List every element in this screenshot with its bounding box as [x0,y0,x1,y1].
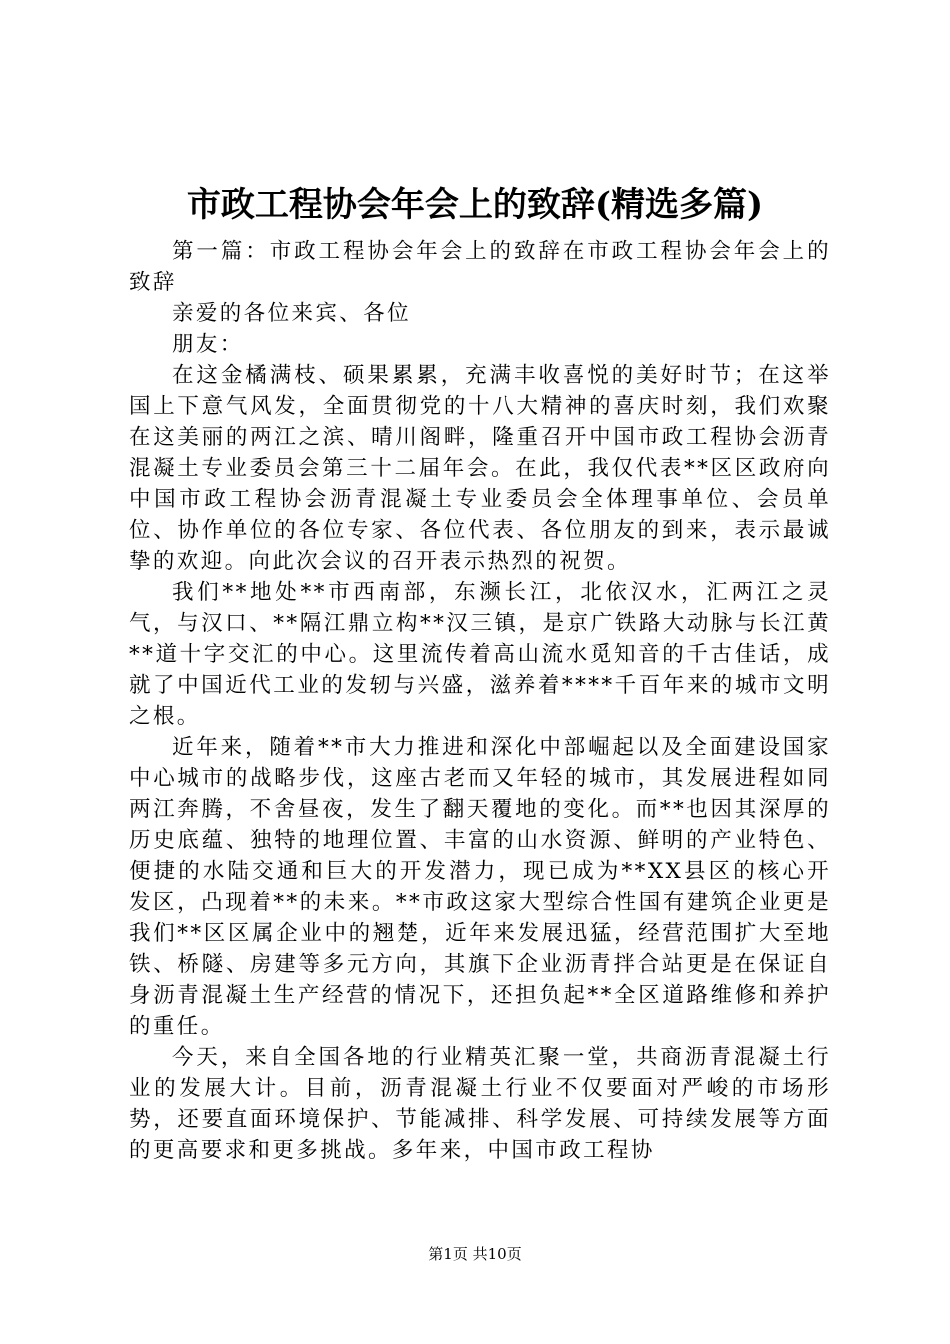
paragraph-salutation-2: 朋友： [172,332,244,357]
paragraph-heading: 第一篇：市政工程协会年会上的致辞在市政工程协会年会上的致辞 [129,239,831,295]
paragraph: 近年来，随着**市大力推进和深化中部崛起以及全面建设国家中心城市的战略步伐，这座古老而又年轻的城市，其发展进程如同两江奔腾，不舍昼夜，发生了翻天覆地的变化。而**也因其深厚的历史底蕴、独特的地理位置、丰富的山水资源、鲜明的产业特色、便捷的水陆交通和巨大的开发潜力，现已成为**XX县区的核心开发区，凸现着**的未来。**市政这家大型综合性国有建筑企业更是我们**区区属企业中的翘楚，近年来发展迅猛，经营范围扩大至地铁、桥隧、房建等多元方向，其旗下企业沥青拌合站更是在保证自身沥青混凝土生产经营的情况下，还担负起**全区道路维修和养护的重任。 [129,735,831,1039]
paragraph: 我们**地处**市西南部，东濒长江，北依汉水，汇两江之灵气，与汉口、**隔江鼎立构**汉三镇，是京广铁路大动脉与长江黄**道十字交汇的中心。这里流传着高山流水觅知音的千古佳话，成就了中国近代工业的发轫与兴盛，滋养着****千百年来的城市文明之根。 [129,580,831,729]
paragraph-salutation-1: 亲爱的各位来宾、各位 [172,301,412,326]
document-title: 市政工程协会年会上的致辞(精选多篇) [186,185,764,225]
paragraph: 在这金橘满枝、硕果累累，充满丰收喜悦的美好时节；在这举国上下意气风发，全面贯彻党的十八大精神的喜庆时刻，我们欢聚在这美丽的两江之滨、晴川阁畔，隆重召开中国市政工程协会沥青混凝土专业委员会第三十二届年会。在此，我仅代表**区区政府向中国市政工程协会沥青混凝土专业委员会全体理事单位、会员单位、协作单位的各位专家、各位代表、各位朋友的到来，表示最诚挚的欢迎。向此次会议的召开表示热烈的祝贺。 [129,363,831,574]
document-body [129,236,831,1166]
page-number: 第1页 共10页 [428,1245,522,1263]
paragraph: 今天，来自全国各地的行业精英汇聚一堂，共商沥青混凝土行业的发展大计。目前，沥青混凝土行业不仅要面对严峻的市场形势，还要直面环境保护、节能减排、科学发展、可持续发展等方面的更高要求和更多挑战。多年来，中国市政工程协 [129,1045,831,1163]
